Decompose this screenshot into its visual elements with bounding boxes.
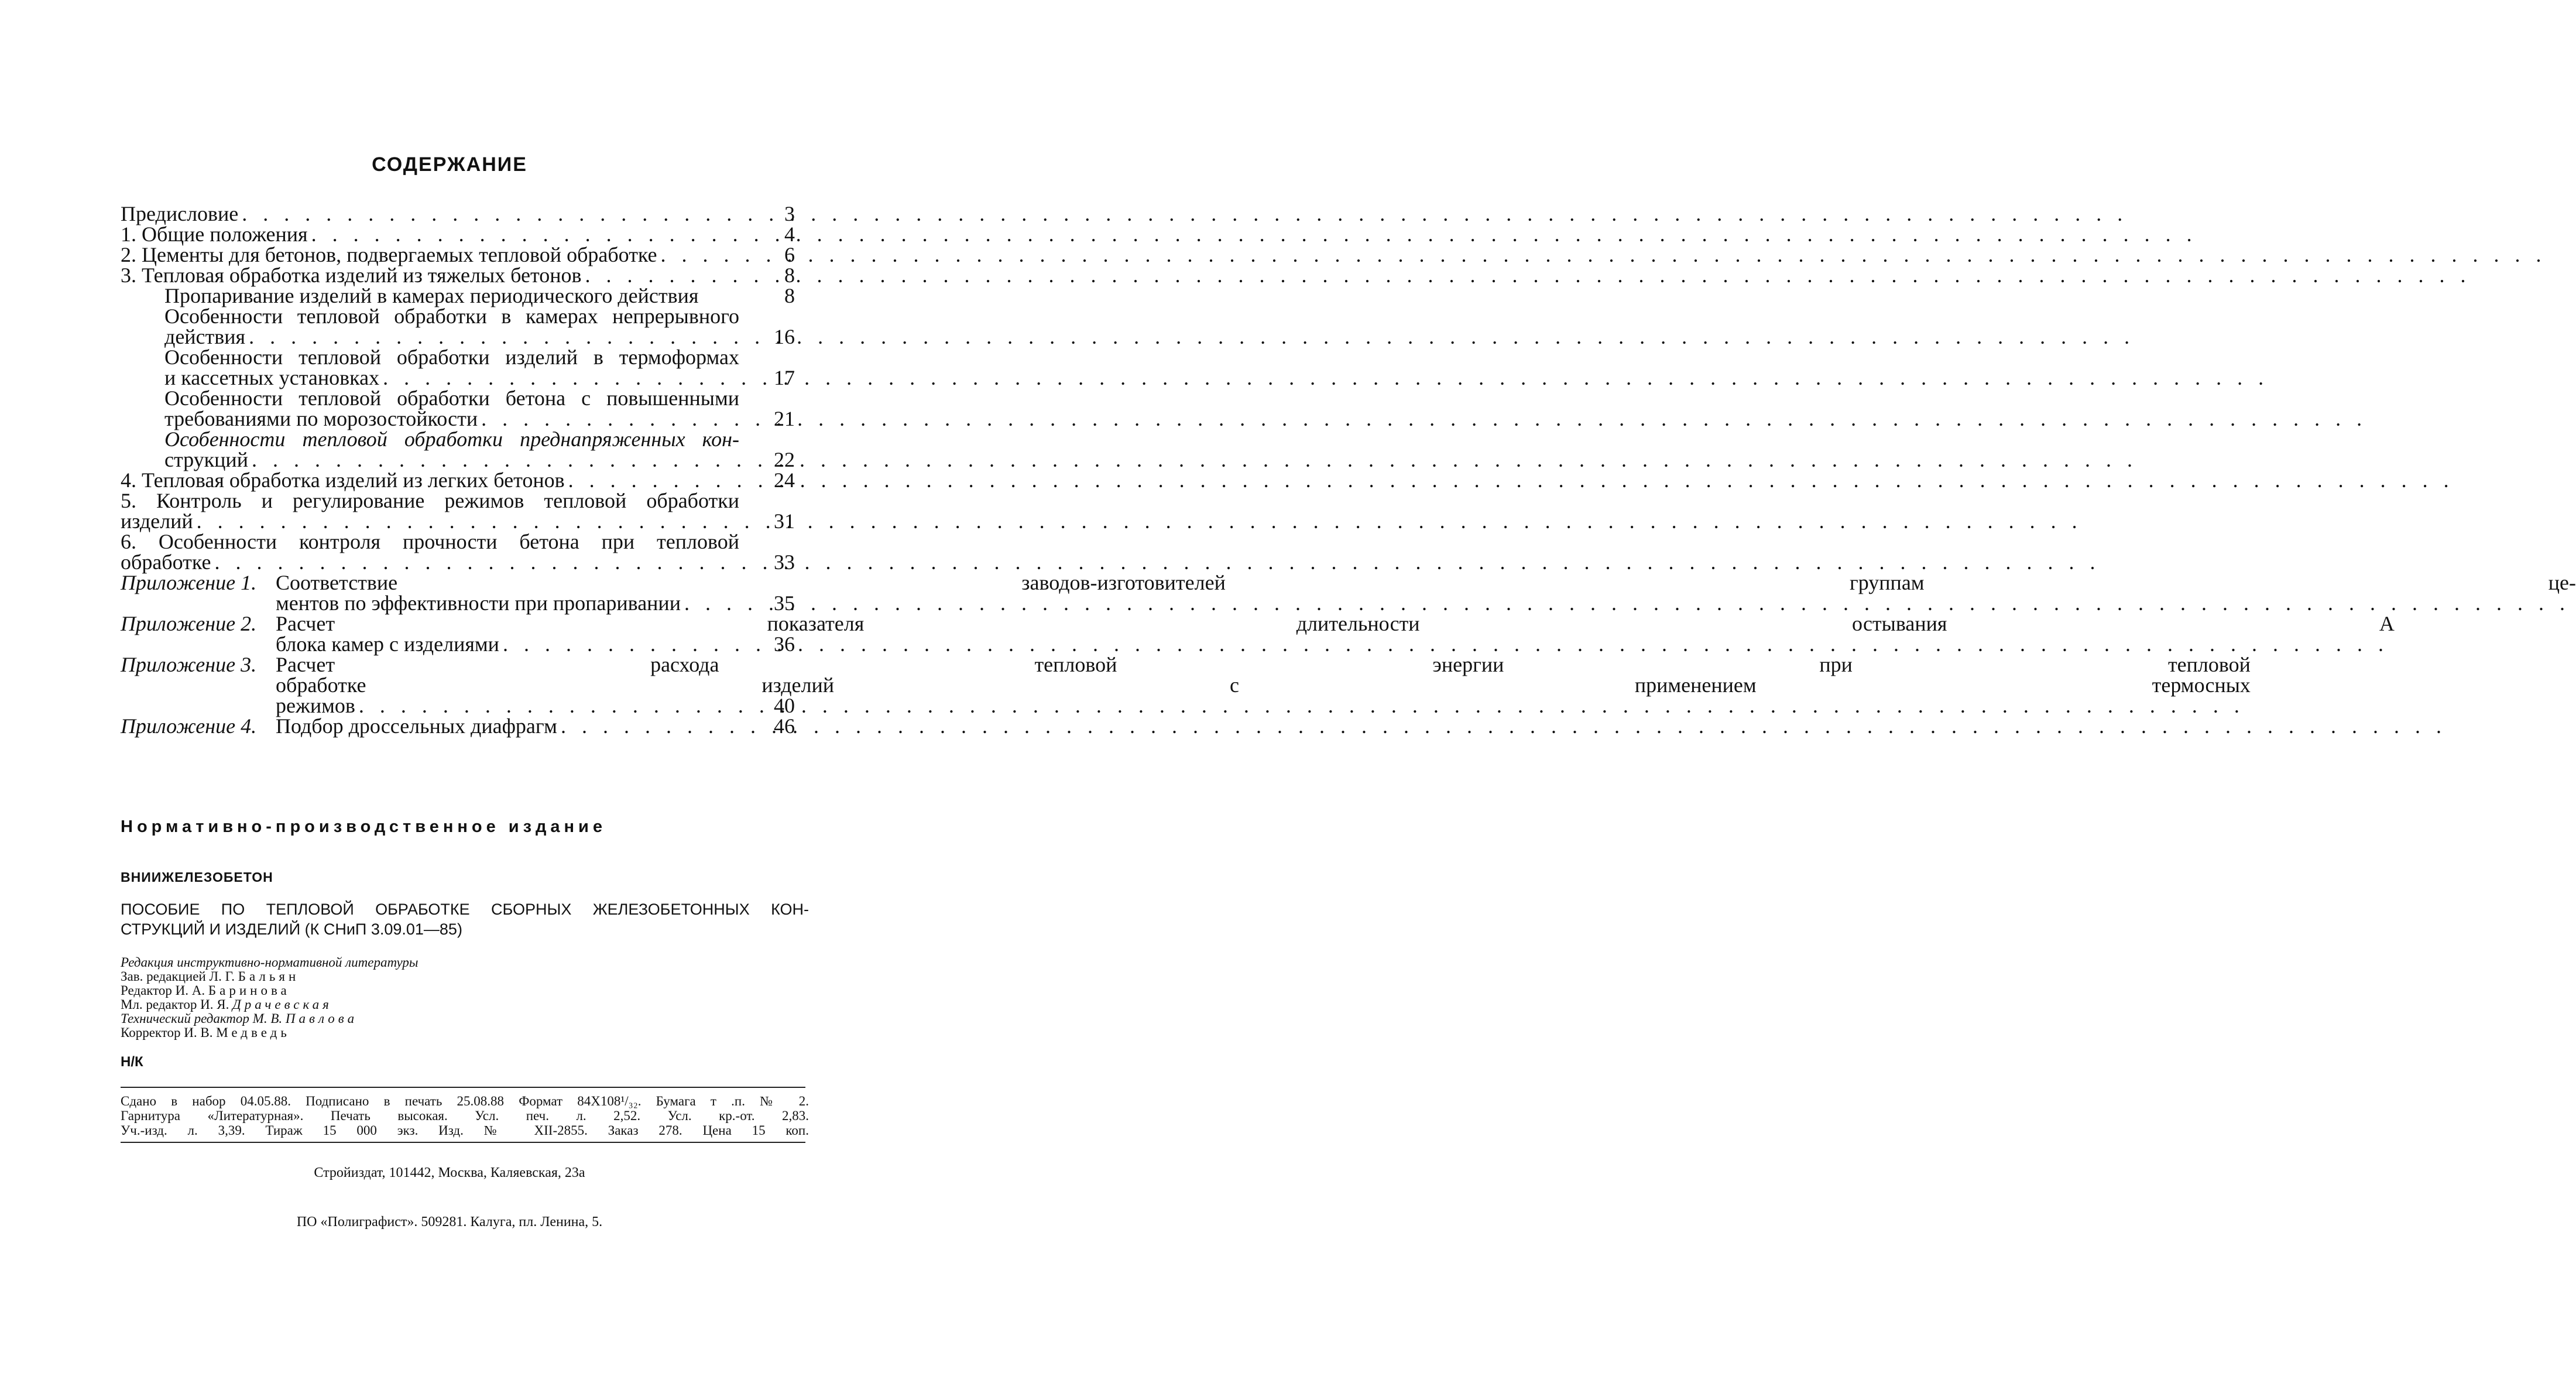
toc-page-number: 6 [784, 243, 795, 266]
toc-entry-line: Подбор дроссельных диафрагм [276, 714, 557, 738]
toc-page-number: 17 [774, 366, 795, 389]
toc-subentry [121, 347, 795, 388]
toc-page-number: 35 [774, 591, 795, 615]
credit-line [121, 998, 809, 1012]
credit-role: Мл. редактор И. Я. [121, 997, 229, 1012]
book-title [121, 899, 809, 939]
toc-entry-line: режимов [276, 694, 355, 717]
toc-page-number: 36 [774, 632, 795, 656]
printer-address: ПО «Полиграфист». 509281. Калуга, пл. Ленина, 5. [296, 1214, 603, 1230]
toc-entry-line: Особенности тепловой обработки изделий в термоформах [164, 345, 739, 369]
toc-appendix [121, 612, 2395, 656]
credit-name: Медведь [216, 1025, 290, 1040]
top-rule [121, 1087, 805, 1088]
toc-entry-line: ментов по эффективности при пропаривании [276, 591, 681, 615]
credit-role: Корректор И. В. [121, 1025, 213, 1040]
credit-role: Зав. редакцией Л. Г. [121, 969, 235, 984]
appendix-label: Приложение 4. [121, 714, 257, 738]
toc-entry-line: требованиями по морозостойкости [164, 407, 478, 430]
toc-entry-line: 5. Контроль и регулирование режимов тепловой обработки [121, 489, 739, 512]
toc-entry [121, 470, 795, 491]
publication-line: Гарнитура «Литературная». Печать высокая. Усл. печ. л. 2,52. Усл. кр.-от. 2,83. [121, 1108, 809, 1123]
toc-subentry [121, 286, 795, 306]
appendix-label: Приложение 1. [121, 571, 257, 594]
table-of-contents [121, 202, 2576, 738]
toc-page-number: 8 [784, 284, 795, 307]
toc-entry [121, 265, 795, 286]
publication-data [121, 1094, 809, 1138]
credit-line [121, 984, 809, 998]
organization-name: ВНИИЖЕЛЕЗОБЕТОН [121, 869, 273, 885]
toc-page-number: 24 [774, 468, 795, 492]
toc-entry-line: струкций [164, 448, 248, 471]
toc-entry-line: Особенности тепловой обработки в камерах непрерывного [164, 304, 739, 328]
toc-entry-text: 4. Тепловая обработка изделий из легких бетонов [121, 468, 565, 492]
credit-name: Бальян [238, 969, 300, 984]
toc-entry-line: Расчет показателя длительности остывания А [276, 612, 2395, 635]
toc-entry [121, 224, 795, 245]
credit-role: Редакция инструктивно-нормативной литературы [121, 955, 419, 970]
toc-page-number: 8 [784, 263, 795, 287]
credit-line [121, 970, 809, 984]
toc-entry-text: 2. Цементы для бетонов, подвергаемых тепловой обработке [121, 243, 657, 266]
toc-page-number: 16 [774, 325, 795, 348]
toc-page-number: 3 [784, 202, 795, 225]
toc-appendix [121, 571, 2576, 615]
appendix-label: Приложение 3. [121, 653, 257, 676]
toc-appendix [121, 653, 2251, 717]
credit-role: Редактор И. А. [121, 983, 205, 998]
publisher-address: Стройиздат, 101442, Москва, Каляевская, 23а [314, 1165, 585, 1180]
toc-entry-line: Особенности тепловой обработки бетона с повышенными [164, 386, 739, 410]
toc-entry-text: 3. Тепловая обработка изделий из тяжелых бетонов [121, 263, 582, 287]
toc-page-number: 33 [774, 550, 795, 574]
toc-subentry [121, 388, 795, 429]
credit-line [121, 1026, 809, 1040]
toc-page-number: 46 [774, 714, 795, 738]
toc-appendix [121, 716, 795, 737]
toc-entry [121, 204, 795, 224]
credit-line [121, 956, 809, 970]
toc-page-number: 40 [774, 694, 795, 717]
toc-entry [121, 532, 795, 573]
toc-entry-line: Расчет расхода тепловой энергии при тепловой [276, 653, 2251, 676]
credit-name: Павлова [285, 1011, 358, 1026]
publication-line: Сдано в набор 04.05.88. Подписано в печать 25.08.88 Формат 84X108¹/₃₂. Бумага т .п. № 2. [121, 1094, 809, 1108]
toc-entry [121, 491, 795, 532]
credit-role: Технический редактор М. В. [121, 1011, 283, 1026]
credit-name: Драчевская [232, 997, 332, 1012]
toc-entry-line: обработке изделий с применением термосных [276, 673, 2251, 697]
bottom-rule [121, 1142, 805, 1143]
publication-line: Уч.-изд. л. 3,39. Тираж 15 000 экз. Изд. № XII-2855. Заказ 278. Цена 15 коп. [121, 1123, 809, 1138]
edition-kind: Нормативно-производственное издание [121, 817, 607, 836]
publication-code: Н/К [121, 1054, 143, 1070]
credit-name: Баринова [208, 983, 290, 998]
toc-page-number: 22 [774, 448, 795, 471]
toc-entry-text: Пропаривание изделий в камерах периодического действия [164, 284, 699, 307]
toc-entry [121, 245, 795, 265]
toc-entry-line: Соответствие заводов-изготовителей группам це- [276, 571, 2576, 594]
toc-entry-line: и кассетных установках [164, 366, 380, 389]
toc-page-number: 31 [774, 509, 795, 533]
toc-page-number: 21 [774, 407, 795, 430]
toc-entry-text: 1. Общие положения [121, 222, 308, 246]
credits-block [121, 956, 809, 1040]
toc-page-number: 4 [784, 222, 795, 246]
book-title-line: ПОСОБИЕ ПО ТЕПЛОВОЙ ОБРАБОТКЕ СБОРНЫХ ЖЕЛЕЗОБЕТОННЫХ КОН- [121, 901, 809, 918]
toc-entry-line: действия [164, 325, 246, 348]
toc-entry-line: изделий [121, 509, 193, 533]
book-title-line: СТРУКЦИЙ И ИЗДЕЛИЙ (К СНиП 3.09.01—85) [121, 920, 462, 938]
toc-title: СОДЕРЖАНИЕ [372, 153, 527, 176]
toc-entry-line: Особенности тепловой обработки преднапряженных кон- [164, 427, 739, 451]
toc-entry-line: обработке [121, 550, 211, 574]
toc-entry-line: блока камер с изделиями [276, 632, 499, 656]
toc-entry-line: 6. Особенности контроля прочности бетона при тепловой [121, 530, 739, 553]
credit-line [121, 1012, 809, 1026]
toc-subentry [121, 429, 795, 470]
toc-subentry [121, 306, 795, 347]
appendix-label: Приложение 2. [121, 612, 257, 635]
toc-entry-text: Предисловие [121, 202, 239, 225]
